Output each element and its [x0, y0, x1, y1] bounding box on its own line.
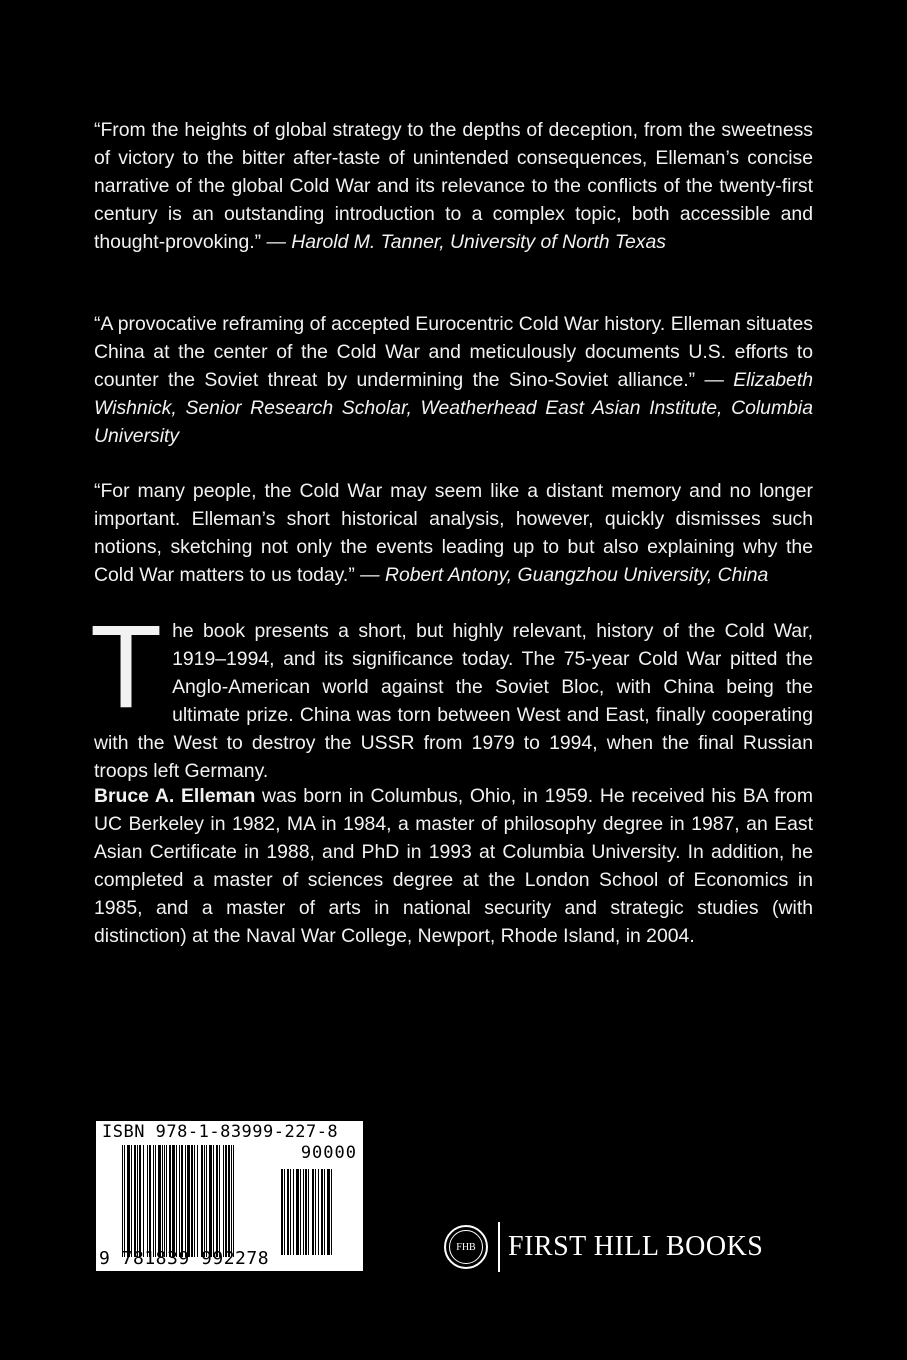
publisher-name: FIRST HILL BOOKS [508, 1231, 764, 1262]
endorsement-3 [94, 477, 813, 589]
endorsement-quote: “For many people, the Cold War may seem like a distant memory and no longer important. Elleman’s short historical analysis, however, quickly dismisses such notions, sketching not only the events leading up to but also explaining why the Cold War matters to us today.” [94, 480, 813, 586]
barcode-digits: 9 781839 992278 [99, 1248, 270, 1269]
author-bio-text: was born in Columbus, Ohio, in 1959. He received his BA from UC Berkeley in 1982, MA in 1984, a master of philosophy degree in 1987, an East Asian Certificate in 1988, and PhD in 1993 at Columbia University. In addition, he completed a master of sciences degree at the London School of Economics in 1985, and a master of arts in national security and strategic studies (with distinction) at the Naval War College, Newport, Rhode Island, in 2004. [94, 785, 813, 947]
publisher-logo [444, 1222, 763, 1272]
endorsement-attribution: — Harold M. Tanner, University of North Texas [266, 231, 666, 253]
barcode-bars [122, 1145, 274, 1249]
endorsement-2 [94, 310, 813, 450]
author-name: Bruce A. Elleman [94, 785, 256, 807]
endorsement-quote: “From the heights of global strategy to the depths of deception, from the sweetness of victory to the bitter after-taste of unintended consequences, Elleman’s concise narrative of the global Cold War and its relevance to the conflicts of the twenty-first century is an outstanding introduction to a complex topic, both accessible and thought-provoking.” [94, 119, 813, 253]
publisher-initials: FHB [449, 1230, 483, 1264]
drop-cap: T [90, 601, 163, 733]
endorsement-attribution: — Robert Antony, Guangzhou University, China [360, 564, 769, 586]
logo-divider [498, 1222, 500, 1272]
addon-barcode-bars [281, 1169, 356, 1261]
price-addon: 90000 [300, 1143, 357, 1163]
endorsement-quote: “A provocative reframing of accepted Eurocentric Cold War history. Elleman situates China at the center of the Cold War and meticulously documents U.S. efforts to counter the Soviet threat by undermining the Sino-Soviet alliance.” [94, 313, 813, 391]
isbn-label: ISBN 978-1-83999-227-8 [102, 1122, 339, 1142]
book-description [90, 601, 813, 785]
author-bio [94, 782, 813, 950]
description-text: he book presents a short, but highly relevant, history of the Cold War, 1919–1994, and its significance today. The 75-year Cold War pitted the Anglo-American world against the Soviet Bloc, with China being the ultimate prize. China was torn between West and East, finally cooperating with the West to destroy the USSR from 1979 to 1994, when the final Russian troops left Germany. [94, 620, 813, 782]
endorsement-attribution: — Elizabeth Wishnick, Senior Research Scholar, Weatherhead East Asian Institute, Columbia University [94, 369, 814, 447]
endorsement-1 [94, 116, 813, 256]
isbn-barcode [96, 1121, 363, 1271]
publisher-emblem-icon [444, 1225, 488, 1269]
